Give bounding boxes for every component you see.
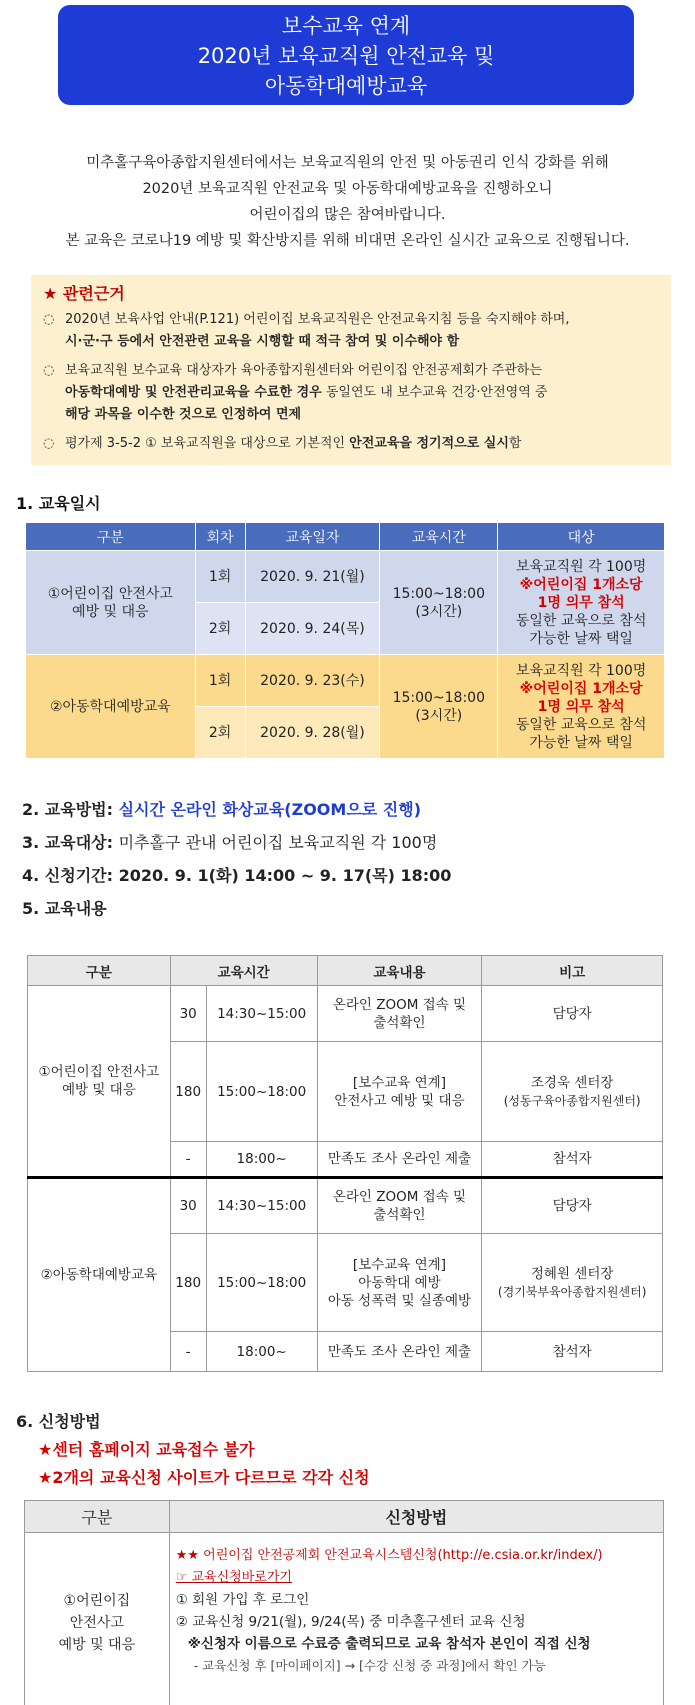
content-text: 출석확인 [373, 1207, 426, 1223]
session-cell: 2회 [195, 707, 245, 759]
intro-line: 본 교육은 코로나19 예방 및 확산방지를 위해 비대면 온라인 실시간 교육으로 진행됩니다. [65, 233, 630, 249]
method-value: 실시간 온라인 화상교육(ZOOM으로 진행) [118, 800, 422, 819]
course-name: 예방 및 대응 [61, 1082, 136, 1098]
title-line-2: 2020년 보육교직원 안전교육 및 [197, 44, 495, 68]
minutes-cell: 180 [170, 1042, 206, 1142]
legal-basis-box [31, 275, 671, 465]
minutes-cell: - [170, 1332, 206, 1372]
course-name: ②아동학대예방교육 [40, 1267, 158, 1283]
apply-table [24, 1500, 664, 1705]
basis-text: 동일연도 내 보수교육 건강·안전영역 중 [321, 385, 548, 400]
apply-hint: - 교육신청 후 [마이페이지] → [수강 신청 중 과정]에서 확인 가능 [193, 1658, 546, 1673]
apply-site-text: ★★ 어린이집 안전공제회 안전교육시스템신청(http://e.csia.or.kr/index/) [175, 1548, 603, 1563]
table-row [28, 986, 663, 1042]
content-text: 아동 성폭력 및 실종예방 [327, 1292, 472, 1309]
note-cell: 담당자 [482, 1178, 663, 1234]
content-cell [317, 1042, 482, 1142]
target-cell [498, 551, 665, 655]
basis-text: 보육교직원 보수교육 대상자가 육아종합지원센터와 어린이집 안전공제회가 주관하는 [65, 363, 542, 378]
time-cell [380, 655, 498, 759]
course-name: ①어린이집 안전사고 [47, 585, 173, 602]
table-row [25, 1533, 664, 1705]
apply-step: ① 회원 가입 후 로그인 [175, 1592, 310, 1608]
apply-note: ★2개의 교육신청 사이트가 다르므로 각각 신청 [38, 1468, 370, 1487]
apply-method-cell [169, 1533, 663, 1705]
basis-heading: ★ 관련근거 [43, 284, 125, 303]
table-row [26, 655, 665, 707]
table-header-row [28, 956, 663, 986]
column-header: 회차 [195, 523, 245, 551]
duration-text: (3시간) [415, 603, 463, 620]
course-name: 예방 및 대응 [72, 603, 149, 620]
apply-section [16, 1408, 370, 1492]
schedule-table [25, 522, 665, 759]
note-cell [482, 1234, 663, 1332]
date-cell: 2020. 9. 21(월) [245, 551, 380, 603]
method-line [22, 793, 451, 826]
time-cell: 14:30~15:00 [206, 986, 317, 1042]
table-row [28, 1178, 663, 1234]
content-cell [317, 986, 482, 1042]
duration-text: (3시간) [415, 707, 463, 724]
intro-line: 2020년 보육교직원 안전교육 및 아동학대예방교육을 진행하오니 [142, 181, 553, 197]
target-value: 미추홀구 관내 어린이집 보육교직원 각 100명 [118, 833, 438, 852]
basis-text: 함 [508, 436, 522, 451]
column-header: 구분 [26, 523, 196, 551]
instructor-org: (성동구육아종합지원센터) [503, 1093, 641, 1108]
course-name-cell [25, 1533, 170, 1705]
minutes-cell: 30 [170, 986, 206, 1042]
time-text: 15:00~18:00 [392, 689, 485, 706]
instructor-org: (경기북부육아종합지원센터) [497, 1284, 647, 1299]
period-label: 4. 신청기간: [22, 866, 119, 885]
course-name-cell [26, 655, 196, 759]
apply-warning: ※신청자 이름으로 수료증 출력되므로 교육 참석자 본인이 직접 신청 [187, 1636, 591, 1652]
target-text: 가능한 날짜 택일 [529, 630, 633, 647]
target-text: 동일한 교육으로 참석 [515, 716, 647, 733]
instructor-name: 조경욱 센터장 [530, 1074, 614, 1091]
note-cell: 참석자 [482, 1332, 663, 1372]
apply-note: ★센터 홈페이지 교육접수 불가 [38, 1440, 255, 1459]
course-name: ②아동학대예방교육 [49, 698, 171, 715]
session-cell: 2회 [195, 603, 245, 655]
target-text-red: 1명 의무 참석 [537, 594, 625, 611]
target-text: 보육교직원 각 100명 [515, 662, 647, 679]
course-name: 안전사고 [69, 1614, 124, 1631]
course-name: ①어린이집 [63, 1592, 131, 1609]
intro-paragraph [0, 150, 695, 254]
content-heading: 5. 교육내용 [22, 899, 107, 918]
target-text: 가능한 날짜 택일 [529, 734, 633, 751]
date-cell: 2020. 9. 28(월) [245, 707, 380, 759]
course-name-cell [28, 986, 171, 1178]
minutes-cell: 30 [170, 1178, 206, 1234]
time-text: 15:00~18:00 [392, 585, 485, 602]
course-name-cell [26, 551, 196, 655]
column-header: 구분 [25, 1501, 170, 1533]
content-text: 출석확인 [373, 1014, 426, 1031]
content-cell [317, 1178, 482, 1234]
basis-text-bold: 해당 과목을 이수한 것으로 인정하여 면제 [65, 407, 302, 422]
info-lines [22, 793, 451, 925]
column-header: 교육시간 [170, 956, 317, 986]
target-text: 동일한 교육으로 참석 [515, 612, 647, 629]
basis-item [43, 309, 659, 353]
time-cell: 15:00~18:00 [206, 1042, 317, 1142]
basis-text: 2020년 보육사업 안내(P.121) 어린이집 보육교직원은 안전교육지침 등을 숙지해야 하며, [65, 312, 570, 327]
date-cell: 2020. 9. 23(수) [245, 655, 380, 707]
column-header: 교육일자 [245, 523, 380, 551]
circle-bullet-icon: ◌ [43, 436, 55, 451]
target-text-red: ※어린이집 1개소당 [519, 680, 643, 697]
table-row [26, 551, 665, 603]
minutes-cell: - [170, 1142, 206, 1178]
circle-bullet-icon: ◌ [43, 363, 55, 378]
table-header-row [25, 1501, 664, 1533]
target-text-red: 1명 의무 참석 [537, 698, 625, 715]
table-header-row [26, 523, 665, 551]
course-name: ①어린이집 안전사고 [38, 1064, 160, 1080]
section-heading-schedule: 1. 교육일시 [16, 494, 101, 513]
column-header: 비고 [482, 956, 663, 986]
section-heading-apply: 6. 신청방법 [16, 1412, 101, 1431]
note-cell: 참석자 [482, 1142, 663, 1178]
method-label: 2. 교육방법: [22, 800, 119, 819]
session-cell: 1회 [195, 655, 245, 707]
session-cell: 1회 [195, 551, 245, 603]
content-cell: 만족도 조사 온라인 제출 [317, 1142, 482, 1178]
column-header: 교육시간 [380, 523, 498, 551]
target-line [22, 826, 451, 859]
date-cell: 2020. 9. 24(목) [245, 603, 380, 655]
content-text: 아동학대 예방 [358, 1274, 441, 1291]
basis-text-bold: 안전교육을 정기적으로 실시 [349, 436, 509, 451]
time-cell: 15:00~18:00 [206, 1234, 317, 1332]
course-name: 예방 및 대응 [58, 1636, 136, 1653]
column-header: 교육내용 [317, 956, 482, 986]
content-text: 온라인 ZOOM 접속 및 [332, 996, 467, 1013]
minutes-cell: 180 [170, 1234, 206, 1332]
basis-text-bold: 아동학대예방 및 안전관리교육을 수료한 경우 [65, 385, 322, 400]
course-name-cell [28, 1178, 171, 1372]
content-text: 온라인 ZOOM 접속 및 [332, 1189, 467, 1205]
column-header: 구분 [28, 956, 171, 986]
time-cell: 14:30~15:00 [206, 1178, 317, 1234]
apply-step: ② 교육신청 9/21(월), 9/24(목) 중 미추홀구센터 교육 신청 [175, 1614, 526, 1630]
time-cell [380, 551, 498, 655]
intro-line: 미추홀구육아종합지원센터에서는 보육교직원의 안전 및 아동권리 인식 강화를 위해 [86, 155, 609, 171]
instructor-name: 정혜원 센터장 [530, 1265, 614, 1282]
note-cell [482, 1042, 663, 1142]
content-text: [보수교육 연계] [352, 1074, 446, 1091]
apply-shortcut-link[interactable]: ☞ 교육신청바로가기 [175, 1570, 292, 1585]
page-title-banner [58, 5, 634, 105]
basis-text-bold: 시·군·구 등에서 안전관련 교육을 시행할 때 적극 참여 및 이수해야 함 [65, 334, 460, 349]
time-cell: 18:00~ [206, 1332, 317, 1372]
target-text-red: ※어린이집 1개소당 [519, 576, 643, 593]
content-text: [보수교육 연계] [352, 1256, 446, 1273]
basis-item [43, 360, 659, 426]
target-cell [498, 655, 665, 759]
period-line [22, 859, 451, 892]
column-header: 대상 [498, 523, 665, 551]
intro-line: 어린이집의 많은 참여바랍니다. [249, 207, 446, 223]
target-text: 보육교직원 각 100명 [515, 558, 647, 575]
content-table [27, 955, 663, 1372]
content-cell [317, 1234, 482, 1332]
note-cell: 담당자 [482, 986, 663, 1042]
basis-item [43, 433, 659, 455]
content-cell: 만족도 조사 온라인 제출 [317, 1332, 482, 1372]
time-cell: 18:00~ [206, 1142, 317, 1178]
target-label: 3. 교육대상: [22, 833, 119, 852]
circle-bullet-icon: ◌ [43, 312, 55, 327]
period-value: 2020. 9. 1(화) 14:00 ~ 9. 17(목) 18:00 [118, 866, 452, 885]
title-line-3: 아동학대예방교육 [264, 74, 428, 98]
title-line-1: 보수교육 연계 [281, 14, 411, 38]
column-header: 신청방법 [169, 1501, 663, 1533]
basis-text: 평가제 3-5-2 ① 보육교직원을 대상으로 기본적인 [65, 436, 350, 451]
content-text: 안전사고 예방 및 대응 [334, 1092, 465, 1109]
